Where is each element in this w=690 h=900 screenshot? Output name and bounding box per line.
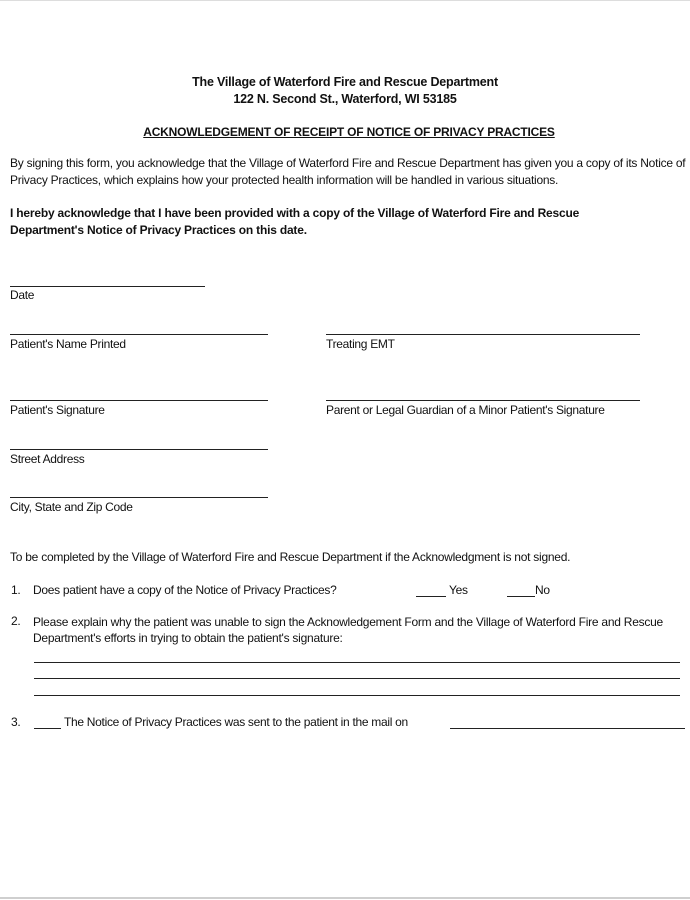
org-name: The Village of Waterford Fire and Rescue Department [192,75,498,89]
patient-name-label: Patient's Name Printed [10,337,126,351]
question-3-check-blank[interactable] [34,728,61,729]
city-state-zip-label: City, State and Zip Code [10,500,133,514]
question-2-text: Please explain why the patient was unable to sign the Acknowledgement Form and the Village of Waterford Fire and Rescue Department's efforts in trying to obtain the patient's signature: [33,615,663,645]
street-address-label: Street Address [10,452,85,466]
question-2-answer-line-1[interactable] [34,662,680,663]
guardian-signature-label: Parent or Legal Guardian of a Minor Patient's Signature [326,403,605,417]
form-title: ACKNOWLEDGEMENT OF RECEIPT OF NOTICE OF PRIVACY PRACTICES [143,125,555,139]
patient-signature-label: Patient's Signature [10,403,105,417]
question-2-answer-line-3[interactable] [34,695,680,696]
question-1-number: 1. [11,583,21,597]
page-bottom-edge [0,897,690,899]
question-1-no-label: No [535,583,550,597]
org-address: 122 N. Second St., Waterford, WI 53185 [233,92,457,106]
question-3-text: The Notice of Privacy Practices was sent to the patient in the mail on [64,715,408,729]
question-2-answer-line-2[interactable] [34,678,680,679]
acknowledgement-statement: I hereby acknowledge that I have been provided with a copy of the Village of Waterford Fire and Rescue Department's Notice of Privacy Practices on this date. [10,206,580,237]
treating-emt-line[interactable] [326,334,640,335]
date-label: Date [10,288,35,302]
patient-signature-line[interactable] [10,400,268,401]
question-1-text: Does patient have a copy of the Notice of Privacy Practices? [33,583,337,597]
treating-emt-label: Treating EMT [326,337,395,351]
question-3-number: 3. [11,715,21,729]
question-1-yes-label: Yes [449,583,468,597]
page-top-edge [0,0,690,1]
question-1-yes-blank[interactable] [416,596,446,597]
question-2-number: 2. [11,614,21,628]
date-line[interactable] [10,286,205,287]
question-1-no-blank[interactable] [507,596,535,597]
question-3-date-line[interactable] [450,728,685,729]
guardian-signature-line[interactable] [326,400,640,401]
street-address-line[interactable] [10,449,268,450]
city-state-zip-line[interactable] [10,497,268,498]
intro-paragraph: By signing this form, you acknowledge that the Village of Waterford Fire and Rescue Department has given you a copy of its Notice of Privacy Practices, which explains how your protected health information will be handled in various situations. [10,156,686,187]
patient-name-line[interactable] [10,334,268,335]
office-use-note: To be completed by the Village of Waterford Fire and Rescue Department if the Acknowledgment is not signed. [10,550,571,564]
